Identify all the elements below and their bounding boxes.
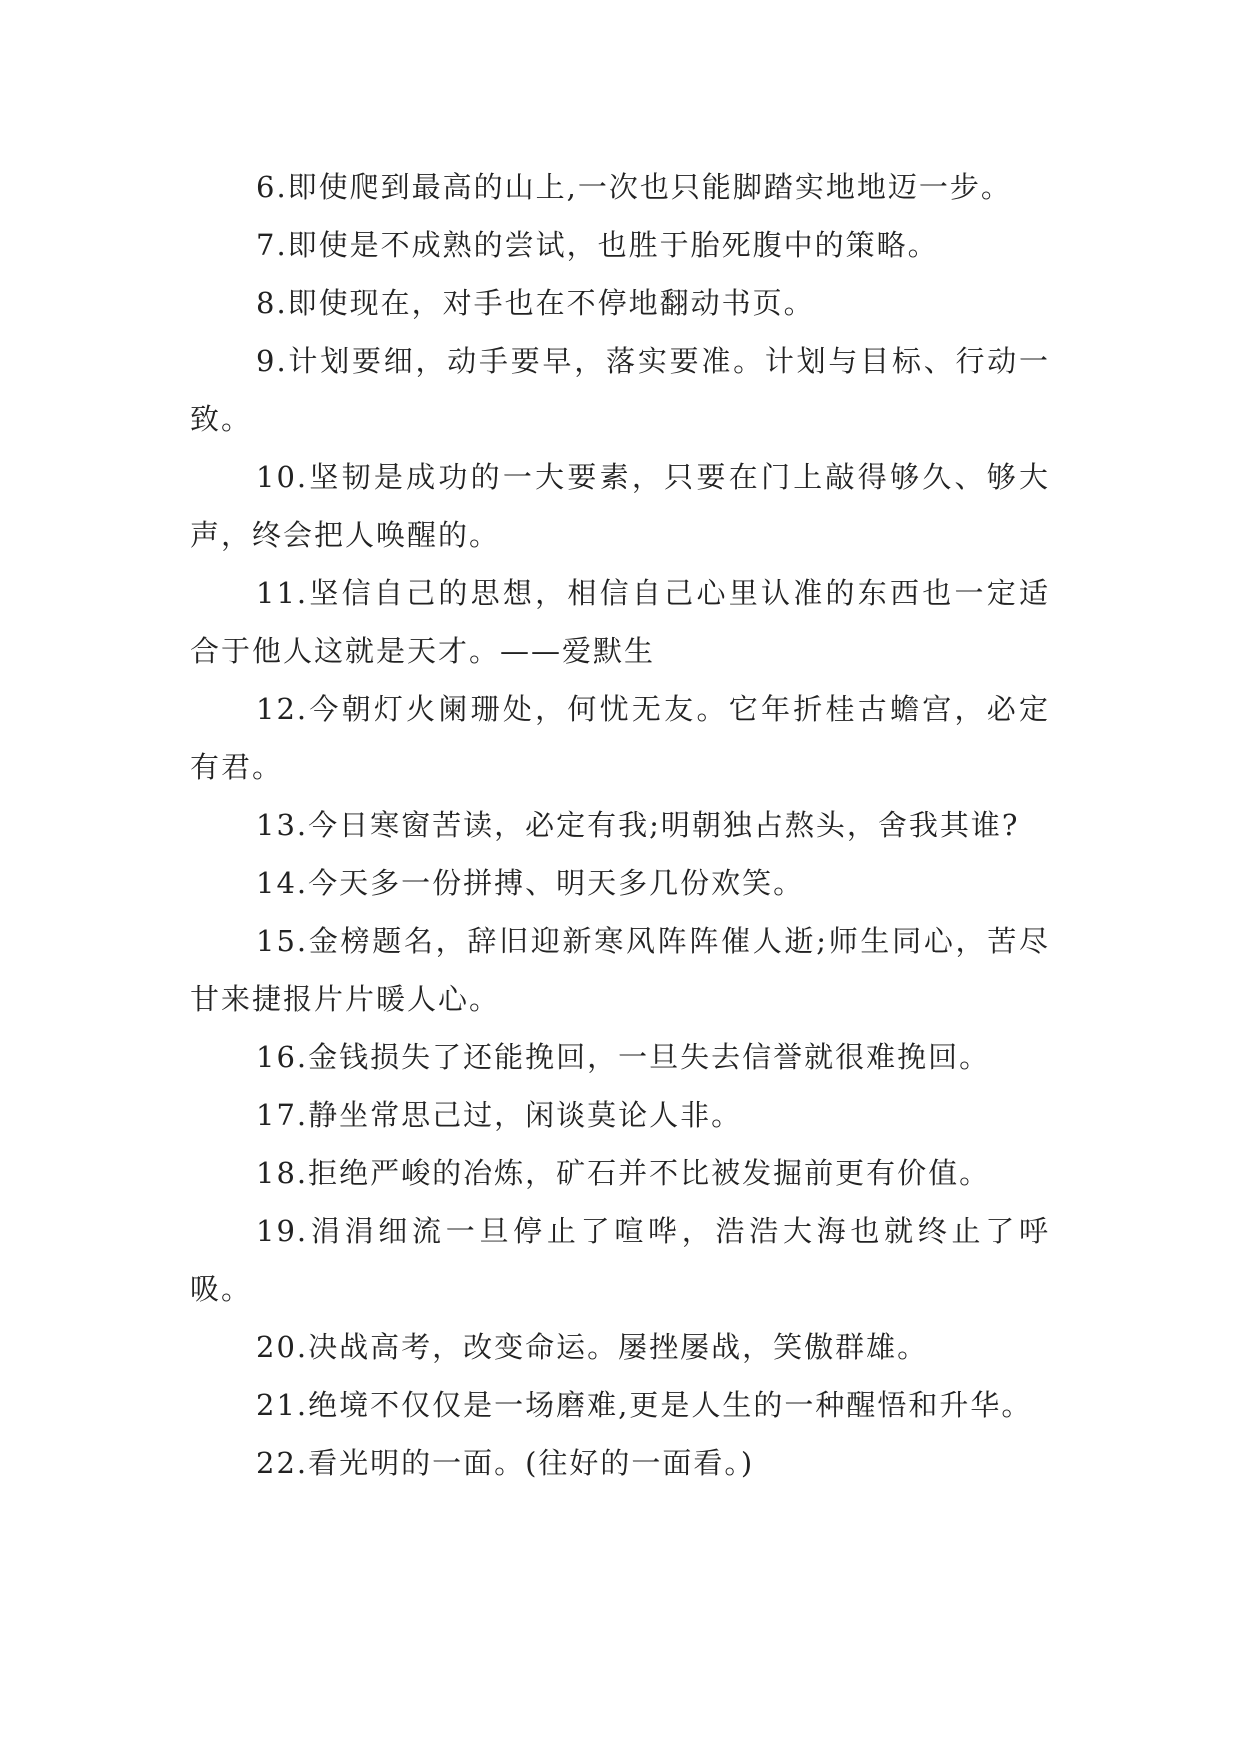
paragraph-11: 11.坚信自己的思想，相信自己心里认准的东西也一定适合于他人这就是天才。——爱默生 [190, 576, 1050, 668]
paragraph-10: 10.坚韧是成功的一大要素，只要在门上敲得够久、够大声，终会把人唤醒的。 [190, 460, 1050, 552]
paragraph-7: 7.即使是不成熟的尝试，也胜于胎死腹中的策略。 [256, 228, 939, 262]
paragraph-18: 18.拒绝严峻的冶炼，矿石并不比被发掘前更有价值。 [256, 1156, 991, 1190]
paragraph-14: 14.今天多一份拼搏、明天多几份欢笑。 [256, 866, 805, 900]
paragraph-16: 16.金钱损失了还能挽回，一旦失去信誉就很难挽回。 [256, 1040, 991, 1074]
paragraph-9: 9.计划要细，动手要早，落实要准。计划与目标、行动一致。 [190, 344, 1050, 436]
paragraph-15: 15.金榜题名，辞旧迎新寒风阵阵催人逝;师生同心，苦尽甘来捷报片片暖人心。 [190, 924, 1050, 1016]
paragraph-13: 13.今日寒窗苦读，必定有我;明朝独占熬头，舍我其谁? [256, 808, 1020, 842]
paragraph-22: 22.看光明的一面。(往好的一面看。) [256, 1446, 755, 1480]
paragraph-8: 8.即使现在，对手也在不停地翻动书页。 [256, 286, 815, 320]
paragraph-20: 20.决战高考，改变命运。屡挫屡战，笑傲群雄。 [256, 1330, 929, 1364]
paragraph-17: 17.静坐常思己过，闲谈莫论人非。 [256, 1098, 743, 1132]
paragraph-6: 6.即使爬到最高的山上,一次也只能脚踏实地地迈一步。 [256, 170, 1012, 204]
paragraph-21: 21.绝境不仅仅是一场磨难,更是人生的一种醒悟和升华。 [256, 1388, 1033, 1422]
paragraph-12: 12.今朝灯火阑珊处，何忧无友。它年折桂古蟾宫，必定有君。 [190, 692, 1050, 784]
document-body [190, 158, 1050, 1492]
paragraph-19: 19.涓涓细流一旦停止了喧哗，浩浩大海也就终止了呼吸。 [190, 1214, 1050, 1306]
